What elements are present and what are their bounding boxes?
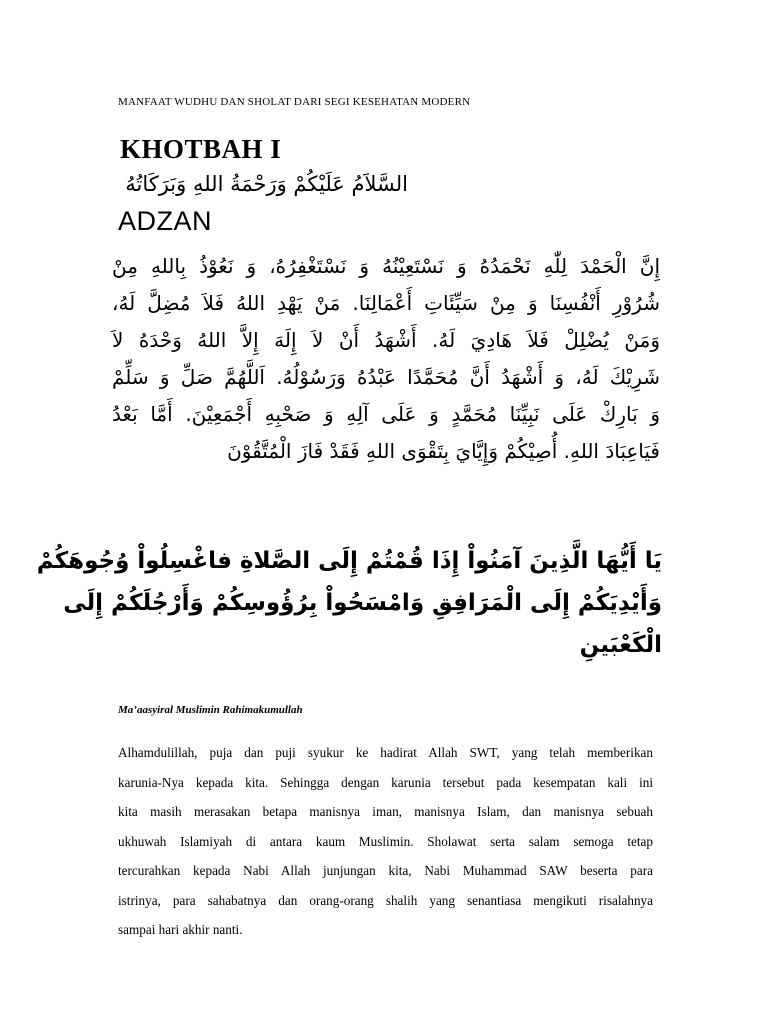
body-line: tercurahkan kepada Nabi Allah junjungan kita, Nabi Muhammad SAW beserta para — [118, 863, 653, 878]
arabic-opening-line: فَيَاعِبَادَ اللهِ. أُصِيْكُمْ وَإِيَّايَ بِتَقْوَى اللهِ فَقَدْ فَازَ الْمُتَّقُوْنَ — [227, 439, 660, 463]
adzan-subheading: ADZAN — [118, 206, 213, 236]
quran-verse-line: يَا أَيُّهَا الَّذِينَ آمَنُواْ إِذَا قُمْتُمْ إِلَى الصَّلاةِ فاغْسِلُواْ وُجُوهَكُمْ — [36, 548, 662, 574]
arabic-opening-line: شَرِيْكَ لَهُ، وَ أَشْهَدُ أَنَّ مُحَمَّدًا عَبْدُهُ وَرَسُوْلُهُ. اَللَّهُمَّ صَلِّ وَ سَلِّمْ — [112, 365, 660, 389]
arabic-opening-line: إِنَّ الْحَمْدَ لِلّٰهِ نَحْمَدُهُ وَ نَسْتَعِيْنُهُ وَ نَسْتَغْفِرُهُ، وَ نَعُوْذُ بِاللهِ مِنْ — [112, 254, 660, 278]
body-paragraph — [118, 738, 653, 945]
khotbah-heading: KHOTBAH I — [120, 134, 282, 164]
body-line: ukhuwah Islamiyah di antara kaum Muslimin. Sholawat serta salam semoga tetap — [118, 833, 653, 849]
body-line: sampai hari akhir nanti. — [118, 922, 243, 937]
quran-verse-line: الْكَعْبَينِ — [579, 632, 662, 658]
salutation: Ma’aasyiral Muslimin Rahimakumullah — [118, 704, 303, 716]
body-line: karunia-Nya kepada kita. Sehingga dengan karunia tersebut pada kesempatan kali ini — [118, 774, 653, 790]
arabic-opening-line: وَ بَارِكْ عَلَى نَبِيِّنَا مُحَمَّدٍ وَ عَلَى آلِهِ وَ صَحْبِهِ أَجْمَعِيْنَ. أَمَّا بَعْدُ — [112, 402, 660, 426]
quran-verse-line: وَأَيْدِيَكُمْ إِلَى الْمَرَافِقِ وَامْسَحُواْ بِرُؤُوسِكُمْ وَأَرْجُلَكُمْ إِلَى — [63, 590, 662, 616]
arabic-opening-line: وَمَنْ يُضْلِلْ فَلاَ هَادِيَ لَهُ. أَشْهَدُ أَنْ لاَ إِلَهَ إِلاَّ اللهُ وَحْدَهُ لاَ — [112, 328, 660, 352]
arabic-opening-line: شُرُوْرِ أَنْفُسِنَا وَ مِنْ سَيِّئَاتِ أَعْمَالِنَا. مَنْ يَهْدِ اللهُ فَلاَ مُضِلَّ لَهُ، — [112, 291, 660, 315]
body-line: Alhamdulillah, puja dan puji syukur ke hadirat Allah SWT, yang telah memberikan — [118, 745, 653, 760]
salam-greeting: السَّلاَمُ عَلَيْكُمْ وَرَحْمَةُ اللهِ وَبَرَكَاتُهُ — [125, 172, 408, 196]
body-line: kita masih merasakan betapa manisnya iman, manisnya Islam, dan manisnya sebuah — [118, 804, 653, 819]
quran-verse — [36, 540, 662, 666]
body-line: istrinya, para sahabatnya dan orang-orang shalih yang senantiasa mengikuti risalahnya — [118, 892, 653, 908]
document-title: MANFAAT WUDHU DAN SHOLAT DARI SEGI KESEHATAN MODERN — [118, 96, 471, 108]
arabic-opening-paragraph — [112, 248, 660, 470]
